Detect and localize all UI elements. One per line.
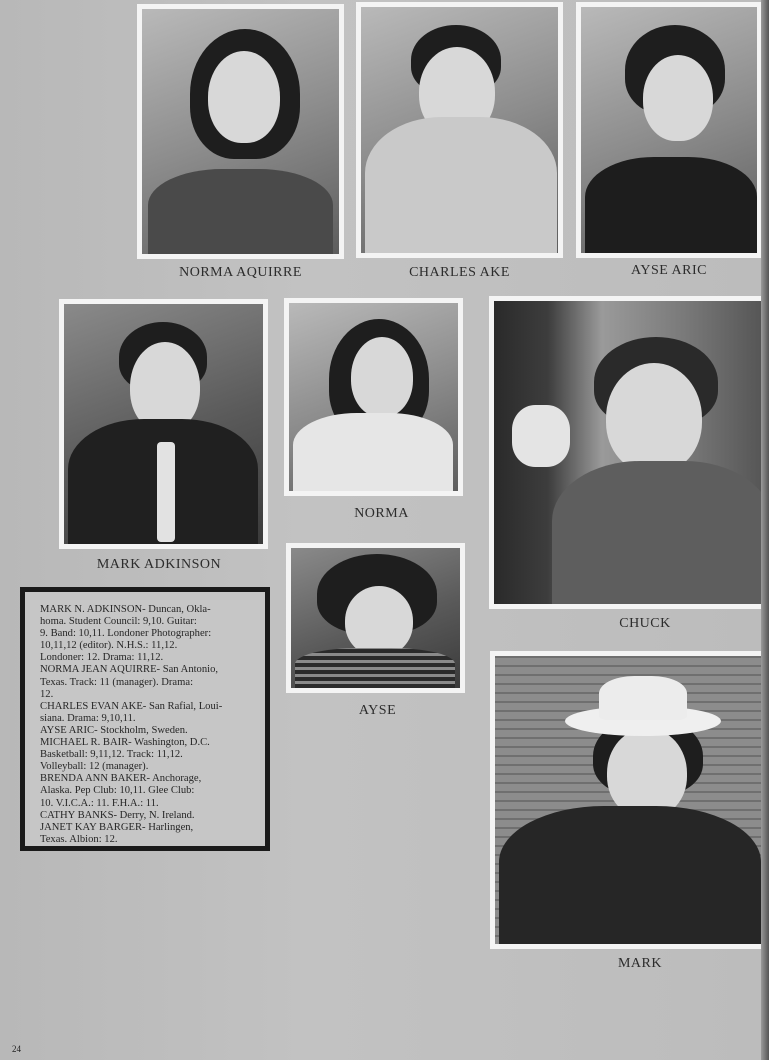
caption-mark-adkinson: MARK ADKINSON (96, 557, 222, 572)
portrait-image (495, 656, 764, 944)
bio-line: Londoner: 12. Drama: 11,12. (40, 652, 164, 664)
caption-norma: NORMA (354, 506, 409, 521)
hand-shape (512, 405, 570, 467)
bio-line: Texas. Albion: 12. (40, 833, 118, 845)
caption-charles-ake: CHARLES AKE (409, 265, 510, 280)
face-shape (351, 337, 413, 417)
bio-line: CATHY BANKS- Derry, N. Ireland. (40, 809, 195, 821)
bio-line: JANET KAY BARGER- Harlingen, (40, 821, 194, 833)
bio-line: Alaska. Pep Club: 10,11. Glee Club: (40, 785, 195, 797)
bio-line: 10. V.I.C.A.: 11. F.H.A.: 11. (40, 797, 159, 809)
bio-line: Volleyball: 12 (manager). (40, 761, 149, 773)
portrait-image (64, 304, 263, 544)
sweater-shape (295, 648, 455, 688)
bio-line: BRENDA ANN BAKER- Anchorage, (40, 773, 202, 785)
portrait-image (291, 548, 460, 688)
bio-line: MARK N. ADKINSON- Duncan, Okla- (40, 604, 211, 615)
portrait-image (494, 301, 764, 604)
face-shape (607, 728, 687, 818)
shoulders-shape (148, 169, 333, 254)
tie-shape (157, 442, 175, 542)
bio-line: Texas. Track: 11 (manager). Drama: (40, 676, 194, 688)
caption-mark: MARK (617, 956, 662, 971)
photo-norma-aquirre (137, 4, 344, 259)
caption-chuck: CHUCK (619, 616, 671, 631)
biographies-box (20, 587, 270, 851)
photo-ayse-aric (576, 2, 762, 258)
bio-line: AYSE ARIC- Stockholm, Sweden. (40, 724, 188, 736)
photo-mark-adkinson (59, 299, 268, 549)
sweater-shape (552, 461, 764, 604)
face-shape (208, 51, 280, 143)
hat-crown-shape (599, 676, 687, 720)
face-shape (345, 586, 413, 656)
jacket-shape (499, 806, 761, 944)
face-shape (643, 55, 713, 141)
bio-line: homa. Student Council: 9,10. Guitar: (40, 616, 197, 628)
caption-ayse: AYSE (358, 703, 397, 718)
face-shape (606, 363, 702, 473)
portrait-image (289, 303, 458, 491)
sweater-shape (293, 413, 453, 491)
shoulders-shape (365, 117, 557, 253)
photo-norma (284, 298, 463, 496)
bio-line: MICHAEL R. BAIR- Washington, D.C. (40, 737, 210, 749)
caption-ayse-aric: AYSE ARIC (631, 263, 707, 278)
bio-line: 12. (40, 688, 54, 700)
shoulders-shape (585, 157, 757, 253)
bio-line: CHARLES EVAN AKE- San Rafial, Loui- (40, 700, 223, 712)
bio-line: 10,11,12 (editor). N.H.S.: 11,12. (40, 640, 178, 652)
portrait-image (581, 7, 757, 253)
photo-charles-ake (356, 2, 563, 258)
bio-line: 9. Band: 10,11. Londoner Photographer: (40, 628, 212, 640)
photo-mark (490, 651, 769, 949)
page-number: 24 (12, 1044, 21, 1054)
bio-line: siana. Drama: 9,10,11. (40, 712, 136, 724)
photo-chuck (489, 296, 769, 609)
bio-line: NORMA JEAN AQUIRRE- San Antonio, (40, 664, 219, 676)
portrait-image (142, 9, 339, 254)
caption-norma-aquirre: NORMA AQUIRRE (179, 265, 302, 280)
portrait-image (361, 7, 558, 253)
photo-ayse (286, 543, 465, 693)
page-edge-shadow (761, 0, 769, 1060)
bio-line: Basketball: 9,11,12. Track: 11,12. (40, 749, 183, 761)
